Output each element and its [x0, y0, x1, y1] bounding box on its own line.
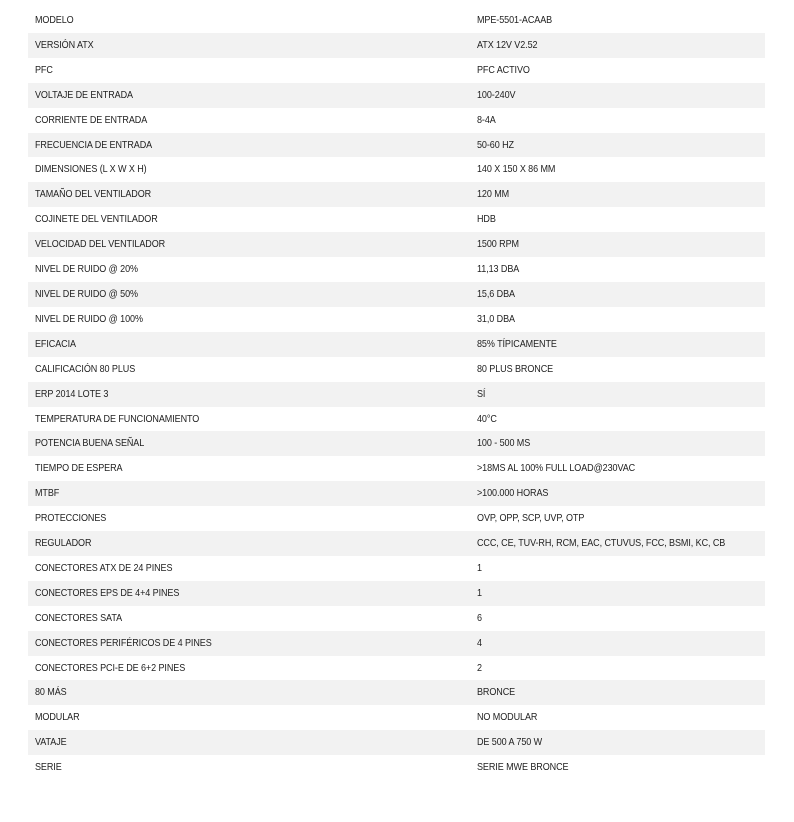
- table-row: [28, 456, 765, 481]
- spec-value: PFC ACTIVO: [477, 63, 530, 76]
- spec-label-cell: [28, 506, 470, 531]
- spec-value: 140 X 150 X 86 MM: [477, 163, 556, 176]
- table-row: [28, 755, 765, 780]
- spec-value: 50-60 HZ: [477, 138, 514, 151]
- table-row: [28, 382, 765, 407]
- spec-value: 1: [477, 586, 482, 599]
- spec-label-cell: [28, 382, 470, 407]
- spec-label-cell: [28, 8, 470, 33]
- spec-label: REGULADOR: [35, 537, 92, 550]
- spec-label-cell: [28, 332, 470, 357]
- spec-value-cell: [470, 606, 765, 631]
- spec-value-cell: [470, 506, 765, 531]
- spec-label: VOLTAJE DE ENTRADA: [35, 88, 133, 101]
- spec-value-cell: [470, 556, 765, 581]
- spec-label: CONECTORES ATX DE 24 PINES: [35, 561, 173, 574]
- table-row: [28, 58, 765, 83]
- spec-value-cell: [470, 8, 765, 33]
- table-row: [28, 730, 765, 755]
- spec-label: ERP 2014 LOTE 3: [35, 387, 109, 400]
- spec-value-cell: [470, 157, 765, 182]
- spec-value-cell: [470, 83, 765, 108]
- spec-label: MTBF: [35, 487, 60, 500]
- spec-value-cell: [470, 382, 765, 407]
- spec-value-cell: [470, 108, 765, 133]
- spec-label-cell: [28, 357, 470, 382]
- table-row: [28, 182, 765, 207]
- spec-label-cell: [28, 680, 470, 705]
- spec-value-cell: [470, 680, 765, 705]
- spec-value-cell: [470, 33, 765, 58]
- spec-value-cell: [470, 531, 765, 556]
- spec-label: CONECTORES PCI-E DE 6+2 PINES: [35, 661, 186, 674]
- spec-label: CONECTORES SATA: [35, 611, 123, 624]
- spec-value-cell: [470, 456, 765, 481]
- spec-value-cell: [470, 631, 765, 656]
- spec-value-cell: [470, 282, 765, 307]
- spec-label: DIMENSIONES (L X W X H): [35, 163, 147, 176]
- table-row: [28, 705, 765, 730]
- spec-label-cell: [28, 33, 470, 58]
- spec-label-cell: [28, 207, 470, 232]
- spec-value-cell: [470, 332, 765, 357]
- spec-value: 2: [477, 661, 482, 674]
- table-row: [28, 157, 765, 182]
- table-row: [28, 108, 765, 133]
- spec-label-cell: [28, 407, 470, 432]
- spec-value: 1500 RPM: [477, 238, 519, 251]
- table-row: [28, 133, 765, 158]
- spec-value: 31,0 DBA: [477, 312, 515, 325]
- spec-label: PROTECCIONES: [35, 512, 107, 525]
- spec-value: SÍ: [477, 387, 486, 400]
- spec-label-cell: [28, 282, 470, 307]
- spec-label-cell: [28, 606, 470, 631]
- spec-value: OVP, OPP, SCP, UVP, OTP: [477, 512, 585, 525]
- spec-label: CONECTORES EPS DE 4+4 PINES: [35, 586, 180, 599]
- table-row: [28, 207, 765, 232]
- spec-value: 15,6 DBA: [477, 287, 515, 300]
- spec-label-cell: [28, 157, 470, 182]
- spec-label-cell: [28, 431, 470, 456]
- spec-label: TAMAÑO DEL VENTILADOR: [35, 188, 152, 201]
- spec-label: 80 MÁS: [35, 686, 67, 699]
- spec-label-cell: [28, 133, 470, 158]
- spec-value-cell: [470, 705, 765, 730]
- spec-value: CCC, CE, TUV-RH, RCM, EAC, CTUVUS, FCC, BSMI, KC, CB: [477, 537, 726, 550]
- spec-value-cell: [470, 182, 765, 207]
- spec-value: 6: [477, 611, 482, 624]
- spec-label-cell: [28, 307, 470, 332]
- table-row: [28, 307, 765, 332]
- spec-label-cell: [28, 730, 470, 755]
- spec-value-cell: [470, 407, 765, 432]
- spec-value: 85% TÍPICAMENTE: [477, 337, 557, 350]
- spec-label: TIEMPO DE ESPERA: [35, 462, 123, 475]
- spec-value: 80 PLUS BRONCE: [477, 362, 554, 375]
- spec-value: 1: [477, 561, 482, 574]
- spec-label-cell: [28, 182, 470, 207]
- table-row: [28, 531, 765, 556]
- spec-value: DE 500 A 750 W: [477, 736, 543, 749]
- spec-label-cell: [28, 232, 470, 257]
- table-row: [28, 431, 765, 456]
- spec-label: CORRIENTE DE ENTRADA: [35, 113, 148, 126]
- spec-label: CALIFICACIÓN 80 PLUS: [35, 362, 136, 375]
- spec-value: 120 MM: [477, 188, 510, 201]
- spec-label: VERSIÓN ATX: [35, 38, 94, 51]
- spec-value: 8-4A: [477, 113, 496, 126]
- spec-label-cell: [28, 456, 470, 481]
- table-row: [28, 33, 765, 58]
- spec-label: MODULAR: [35, 711, 80, 724]
- spec-label-cell: [28, 581, 470, 606]
- spec-label: POTENCIA BUENA SEÑAL: [35, 437, 145, 450]
- spec-label-cell: [28, 108, 470, 133]
- spec-value: NO MODULAR: [477, 711, 538, 724]
- table-row: [28, 257, 765, 282]
- spec-label-cell: [28, 257, 470, 282]
- spec-value-cell: [470, 581, 765, 606]
- spec-value: SERIE MWE BRONCE: [477, 761, 569, 774]
- table-row: [28, 83, 765, 108]
- table-row: [28, 631, 765, 656]
- spec-value: 40°C: [477, 412, 497, 425]
- spec-label: VATAJE: [35, 736, 67, 749]
- table-row: [28, 680, 765, 705]
- spec-label: EFICACIA: [35, 337, 76, 350]
- spec-value-cell: [470, 656, 765, 681]
- spec-table-body: [28, 8, 765, 780]
- spec-label-cell: [28, 531, 470, 556]
- spec-label-cell: [28, 755, 470, 780]
- spec-label: CONECTORES PERIFÉRICOS DE 4 PINES: [35, 636, 212, 649]
- spec-label: MODELO: [35, 14, 74, 26]
- spec-label-cell: [28, 58, 470, 83]
- spec-label-cell: [28, 705, 470, 730]
- spec-value-cell: [470, 207, 765, 232]
- table-row: [28, 407, 765, 432]
- spec-label-cell: [28, 481, 470, 506]
- spec-value: 11,13 DBA: [477, 263, 520, 276]
- spec-label: COJINETE DEL VENTILADOR: [35, 213, 158, 226]
- spec-value: 100 - 500 MS: [477, 437, 531, 450]
- spec-label-cell: [28, 656, 470, 681]
- spec-label: NIVEL DE RUIDO @ 100%: [35, 312, 143, 325]
- table-row: [28, 332, 765, 357]
- spec-label: PFC: [35, 63, 53, 76]
- spec-value-cell: [470, 357, 765, 382]
- spec-value-cell: [470, 307, 765, 332]
- spec-value-cell: [470, 232, 765, 257]
- spec-value-cell: [470, 481, 765, 506]
- spec-value: >18MS AL 100% FULL LOAD@230VAC: [477, 462, 636, 475]
- spec-label-cell: [28, 631, 470, 656]
- spec-value-cell: [470, 133, 765, 158]
- table-row: [28, 282, 765, 307]
- spec-label: FRECUENCIA DE ENTRADA: [35, 138, 153, 151]
- table-row: [28, 656, 765, 681]
- table-row: [28, 556, 765, 581]
- spec-value: >100.000 HORAS: [477, 487, 549, 500]
- spec-value: 4: [477, 636, 482, 649]
- table-row: [28, 481, 765, 506]
- table-row: [28, 8, 765, 33]
- spec-value: BRONCE: [477, 686, 516, 699]
- spec-label-cell: [28, 83, 470, 108]
- spec-value: HDB: [477, 213, 496, 226]
- spec-value: MPE-5501-ACAAB: [477, 14, 553, 26]
- spec-label: NIVEL DE RUIDO @ 20%: [35, 263, 138, 276]
- spec-value: 100-240V: [477, 88, 516, 101]
- table-row: [28, 506, 765, 531]
- spec-value-cell: [470, 755, 765, 780]
- spec-label: TEMPERATURA DE FUNCIONAMIENTO: [35, 412, 200, 425]
- spec-table: [28, 8, 765, 780]
- spec-label-cell: [28, 556, 470, 581]
- table-row: [28, 581, 765, 606]
- spec-label: VELOCIDAD DEL VENTILADOR: [35, 238, 166, 251]
- spec-value: ATX 12V V2.52: [477, 38, 538, 51]
- table-row: [28, 232, 765, 257]
- spec-value-cell: [470, 730, 765, 755]
- table-row: [28, 606, 765, 631]
- spec-label: NIVEL DE RUIDO @ 50%: [35, 287, 138, 300]
- spec-value-cell: [470, 58, 765, 83]
- spec-value-cell: [470, 431, 765, 456]
- spec-value-cell: [470, 257, 765, 282]
- table-row: [28, 357, 765, 382]
- spec-label: SERIE: [35, 761, 62, 774]
